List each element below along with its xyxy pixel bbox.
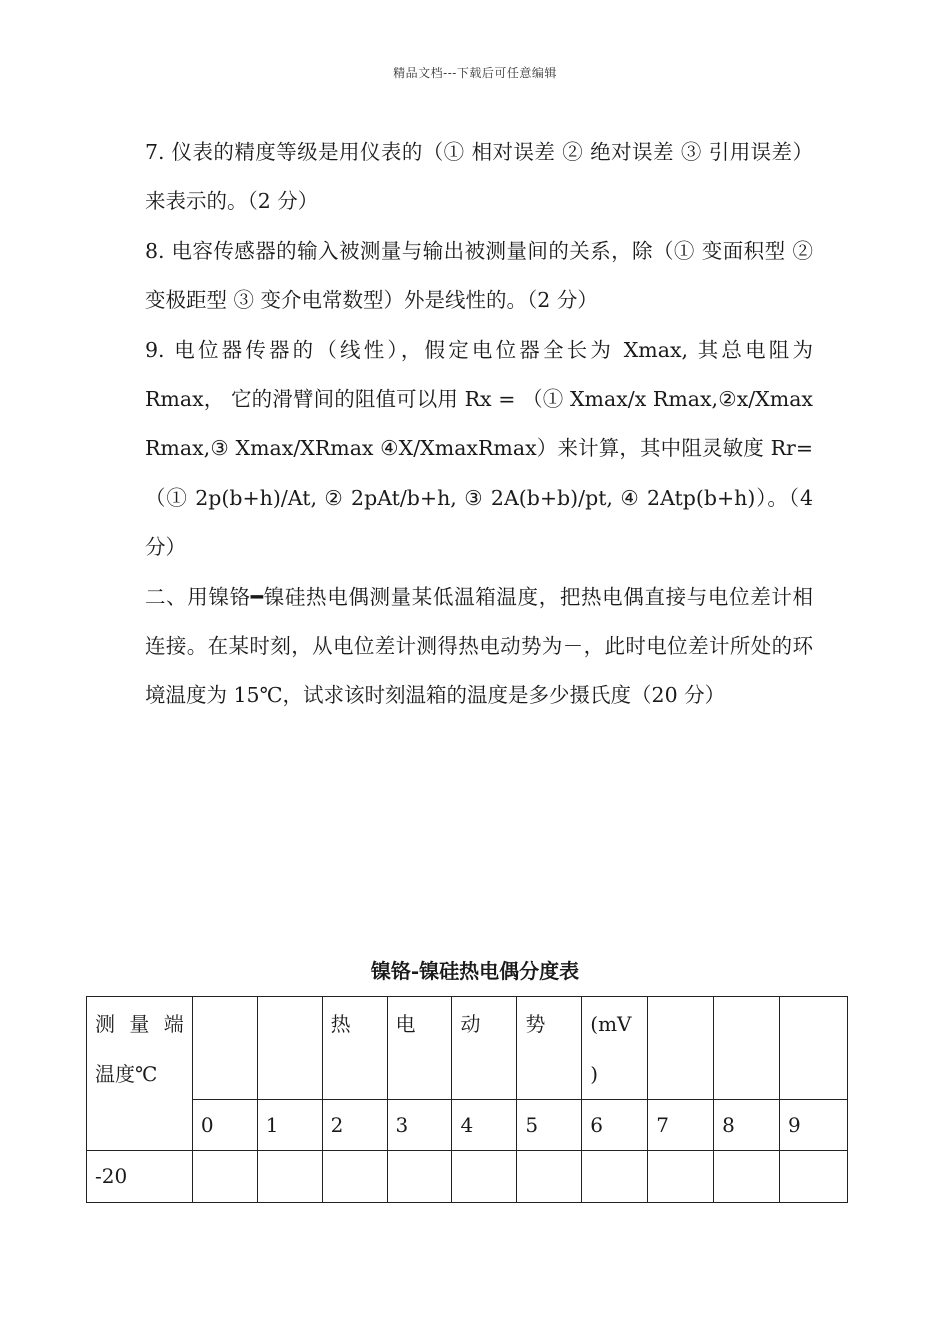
table-cell: [780, 1151, 848, 1203]
document-body: [145, 128, 813, 721]
column-header: 4: [452, 1100, 517, 1151]
column-header: 2: [322, 1100, 387, 1151]
page-header: 精品文档---下载后可任意编辑: [393, 66, 557, 80]
question-section-2: 二、用镍铬━镍硅热电偶测量某低温箱温度，把热电偶直接与电位差计相连接。在某时刻，从电位差计测得热电动势为－，此时电位差计所处的环境温度为 15℃，试求该时刻温箱的温度是多少摄氏度（20 分）: [145, 584, 813, 708]
table-row: [87, 1151, 848, 1203]
column-header: 0: [192, 1100, 257, 1151]
emf-header-cell: [257, 997, 322, 1100]
table-cell: [714, 1151, 780, 1203]
emf-header-cell: [192, 997, 257, 1100]
table-cell: [257, 1151, 322, 1203]
question-7: 7. 仪表的精度等级是用仪表的（① 相对误差 ② 绝对误差 ③ 引用误差）来表示的。（2 分）: [145, 140, 813, 214]
column-header: 5: [517, 1100, 582, 1151]
column-header: 7: [648, 1100, 714, 1151]
emf-unit-tail: ): [590, 1062, 599, 1086]
row-header-cell: [87, 997, 193, 1151]
column-header: 3: [387, 1100, 452, 1151]
row-header-line-2: 温度℃: [95, 1062, 158, 1086]
column-header: 9: [780, 1100, 848, 1151]
column-header: 6: [582, 1100, 648, 1151]
emf-header-cell: [648, 997, 714, 1100]
table-cell: [452, 1151, 517, 1203]
emf-header-cell: [780, 997, 848, 1100]
table-cell: [192, 1151, 257, 1203]
table-cell: [582, 1151, 648, 1203]
emf-header-unit-cell: [582, 997, 648, 1100]
question-8: 8. 电容传感器的输入被测量与输出被测量间的关系，除（① 变面积型 ② 变极距型 ③ 变介电常数型）外是线性的。（2 分）: [145, 238, 813, 313]
table-cell: [387, 1151, 452, 1203]
column-header: 8: [714, 1100, 780, 1151]
column-header: 1: [257, 1100, 322, 1151]
question-9: 9. 电位器传器的（线性），假定电位器全长为 Xmax, 其总电阻为 Rmax， 它的滑臂间的阻值可以用 Rx = （① Xmax/x Rmax,②x/Xmax Rmax,③ Xmax/XRmax ④X/XmaxRmax）来计算，其中阻灵敏度 Rr=（① 2p(b+h)/At, ② 2pAt/b+h, ③ 2A(b+b)/pt, ④ 2Atp(b+h)）。（4 分）: [145, 337, 813, 560]
row-header-line-1: 测 量 端: [95, 1012, 188, 1036]
table-cell: [322, 1151, 387, 1203]
emf-header-cell: 热: [322, 997, 387, 1100]
emf-unit-text: (mV: [590, 1012, 632, 1036]
emf-header-cell: 电: [387, 997, 452, 1100]
thermocouple-table: [86, 996, 848, 1203]
row-temperature: -20: [87, 1151, 193, 1203]
table-cell: [517, 1151, 582, 1203]
table-header-row: [87, 997, 848, 1100]
emf-header-cell: [714, 997, 780, 1100]
column-index-row: [87, 1100, 848, 1151]
emf-header-cell: 动: [452, 997, 517, 1100]
table-title: 镍铬-镍硅热电偶分度表: [370, 959, 580, 983]
emf-header-cell: 势: [517, 997, 582, 1100]
table-cell: [648, 1151, 714, 1203]
